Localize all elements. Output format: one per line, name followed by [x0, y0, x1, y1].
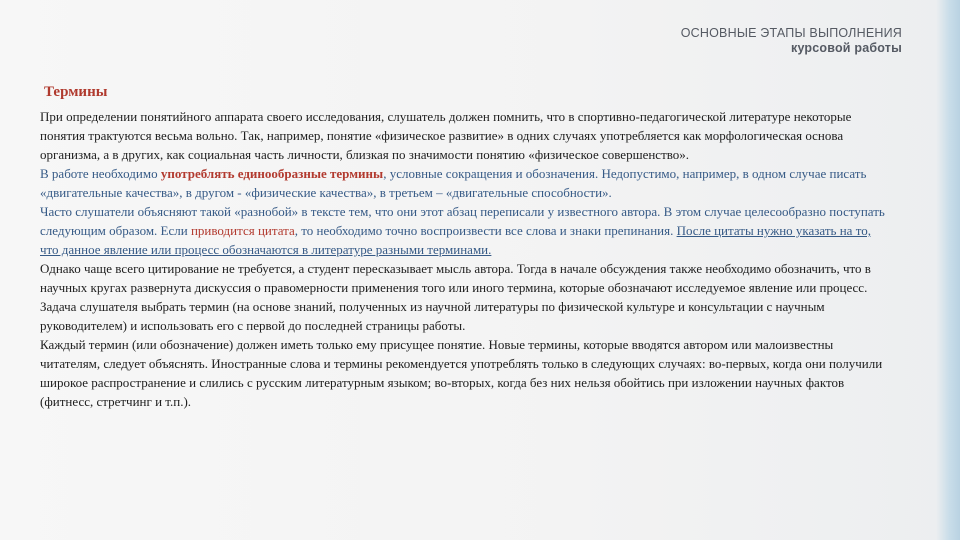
paragraph-5: Каждый термин (или обозначение) должен иметь только ему присущее понятие. Новые термины, которые вводятся автором или малоизвестны читателям, следует объяснять. Иностранные слова и термины рекомендуется употреблять только в следующих случаях: во-первых, когда они получили широкое распространение и слились с русским литературным языком; во-вторых, когда без них нельзя обойтись при изложении научных фактов (фитнесс, стретчинг и т.п.). [40, 337, 883, 409]
paragraph-3 [40, 202, 890, 259]
header-subtitle: курсовой работы [790, 41, 902, 55]
body-text [40, 107, 890, 411]
paragraph-4: Однако чаще всего цитирование не требуется, а студент пересказывает мысль автора. Тогда в начале обсуждения также необходимо обозначить, что в научных кругах развернута дискуссия о правомерности применения того или иного термина, которые обозначают исследуемое явление или процесс. Задача слушателя выбрать термин (на основе знаний, полученных из научной литературы по физической культуре и консультации с научным руководителем) и использовать его с первой до последней страницы работы. [40, 261, 871, 333]
paragraph-2-part-a: В работе необходимо [40, 166, 161, 181]
paragraph-3-highlight: приводится цитата [190, 223, 295, 238]
slide-header [681, 26, 902, 56]
paragraph-2 [40, 164, 890, 202]
paragraph-3-underlined: После цитаты нужно указать на то, что данное явление или процесс обозначаются в литературе разными терминами. [40, 223, 871, 257]
paragraph-1: При определении понятийного аппарата своего исследования, слушатель должен помнить, что в спортивно-педагогической литературе некоторые понятия трактуются весьма вольно. Так, например, понятие «физическое развитие» в одних случаях употребляется как морфологическая основа организма, а в других, как социальная часть личности, близкая по значимости понятию «физическое совершенство». [40, 109, 852, 162]
section-heading: Термины [44, 84, 108, 100]
paragraph-2-highlight: употреблять единообразные термины [160, 166, 384, 181]
paragraph-3-part-c: , то необходимо точно воспроизвести все слова и знаки препинания. [294, 223, 677, 238]
paragraph-3-part-a: Часто слушатели объясняют такой «разнобой» в тексте тем, что они этот абзац переписали у известного автора. В этом случае целесообразно поступать следующим образом. Если [40, 204, 885, 238]
header-title: ОСНОВНЫЕ ЭТАПЫ ВЫПОЛНЕНИЯ [680, 26, 902, 40]
paragraph-2-part-c: , условные сокращения и обозначения. Недопустимо, например, в одном случае писать «двигательные качества», в другом - «физические качества», в третьем – «двигательные способности». [40, 166, 867, 200]
decorative-stripe [936, 0, 960, 540]
